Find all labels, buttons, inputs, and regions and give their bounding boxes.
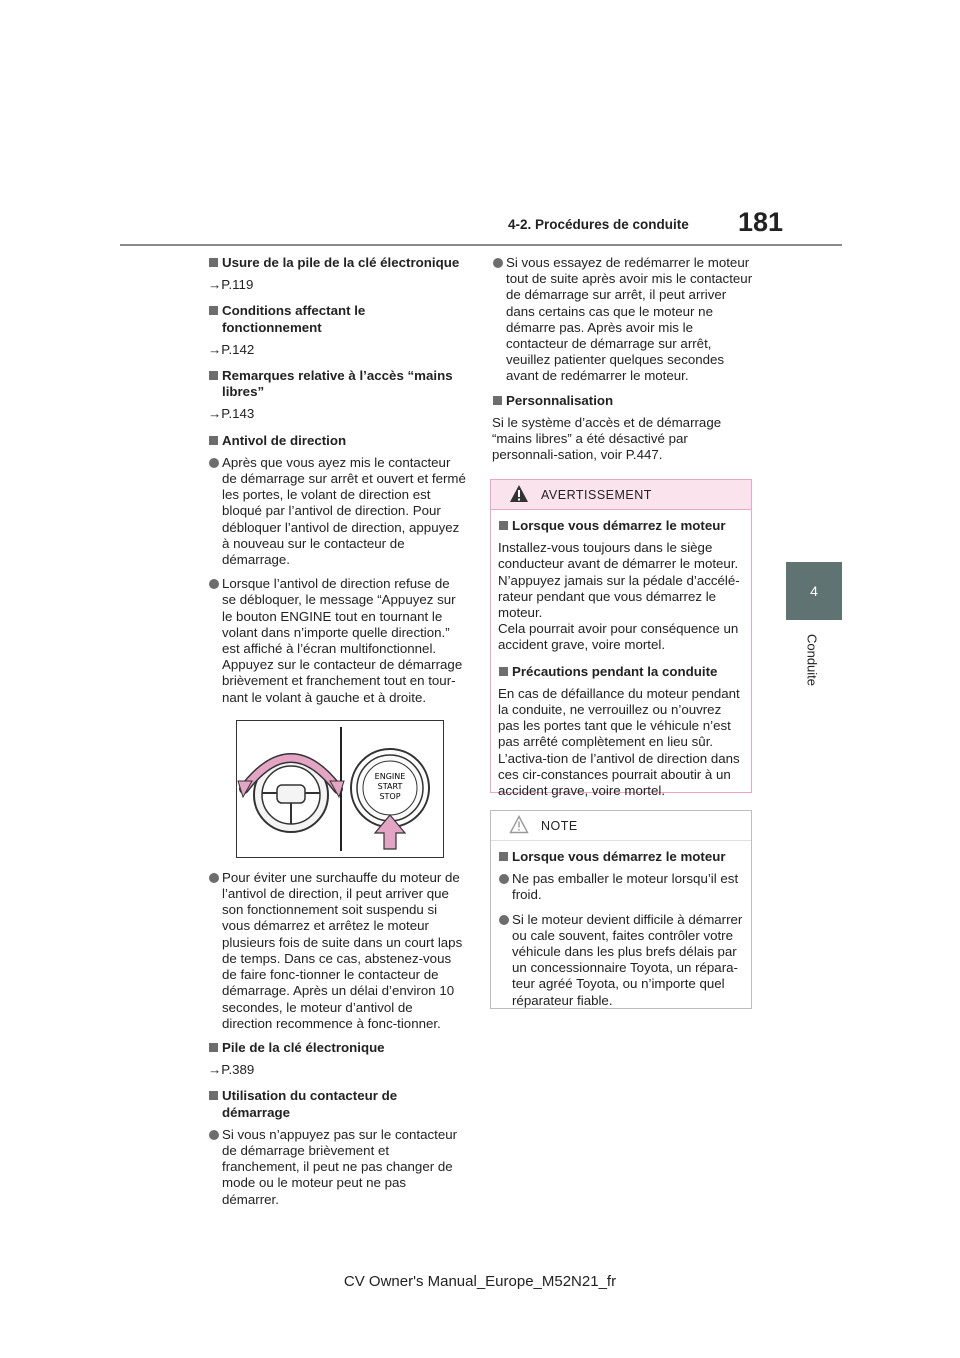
footer-manual-id: CV Owner's Manual_Europe_M52N21_fr: [343, 1273, 617, 1290]
warning-box-header: [491, 480, 751, 510]
heading-steering-lock: Antivol de direction: [208, 433, 466, 449]
warning-paragraph: En cas de défaillance du moteur pendant la conduite, ne verrouillez ou n’ouvrez pas les portes tant que le véhicule n’est pas arrêté complètement en lieu sûr. L’activa-tion de l’antivol de direction dans ces cir-constances pourrait aboutir à un accident grave, voire mortel.: [498, 685, 740, 799]
page-ref: →P.142: [208, 341, 255, 357]
heading-operating-conditions: Conditions affectant le fonctionnement: [208, 303, 466, 335]
warning-heading: Lorsque vous démarrez le moteur: [498, 518, 743, 534]
heading-start-switch-use: Utilisation du contacteur de démarrage: [208, 1088, 466, 1120]
warning-triangle-icon: [509, 484, 529, 504]
chapter-label: [800, 628, 824, 698]
page-ref: →P.143: [208, 406, 255, 422]
chapter-tab: 4: [786, 562, 842, 620]
note-box-header: [491, 811, 751, 841]
note-heading: Lorsque vous démarrez le moteur: [498, 849, 743, 865]
warning-box: [490, 479, 752, 799]
note-bullet: Ne pas emballer le moteur lorsqu’il est froid.: [498, 871, 743, 903]
note-box: [490, 810, 752, 1009]
bullet-item: Si vous n’appuyez pas sur le contacteur de démarrage brièvement et franchement, il peut ne pas changer de mode ou le moteur peut ne pas démarrer.: [208, 1127, 466, 1208]
page-ref: →P.119: [208, 277, 254, 293]
heading-key-battery: Pile de la clé électronique: [208, 1040, 466, 1056]
button-label: ENGINE: [374, 771, 406, 781]
section-title: 4-2. Procédures de conduite: [508, 217, 689, 232]
button-label: STOP: [379, 791, 401, 801]
header-rule: [120, 244, 842, 246]
warning-box-title: AVERTISSEMENT: [541, 488, 652, 502]
bullet-item: Après que vous ayez mis le contacteur de démarrage sur arrêt et ouvert et fermé les portes, le volant de direction est bloqué par l’antivol de direction. Pour débloquer l’antivol de direction, appuyez à nouveau sur le contacteur de démarrage.: [208, 455, 466, 568]
left-column: [208, 255, 466, 1216]
steering-illustration: [236, 720, 444, 858]
steering-and-button-drawing: [237, 721, 443, 857]
warning-paragraph: Installez-vous toujours dans le siège conducteur avant de démarrer le moteur. N’appuyez jamais sur la pédale d’accélé-rateur pendant que vous démarrez le moteur. Cela pourrait avoir pour conséquence un accident grave, voire mortel.: [498, 540, 740, 653]
page-number: 181: [738, 207, 784, 237]
paragraph: Si le système d’accès et de démarrage “mains libres” a été désactivé par personnali-sation, voir P.447.: [492, 414, 722, 463]
chapter-label-text: Conduite: [804, 633, 820, 687]
warning-heading: Précautions pendant la conduite: [498, 664, 743, 680]
note-bullet: Si le moteur devient difficile à démarrer ou cale souvent, faites contrôler votre véhicule dans les plus brefs délais par un concessionnaire Toyota, un répara-teur agréé Toyota, ou n’importe quel réparateur fiable.: [498, 912, 743, 1009]
heading-smart-entry-notes: Remarques relative à l’accès “mains libres”: [208, 368, 466, 400]
button-label: START: [377, 781, 403, 791]
note-box-title: NOTE: [541, 819, 578, 833]
bullet-item: Lorsque l’antivol de direction refuse de se débloquer, le message “Appuyez sur le bouton ENGINE tout en tournant le volant dans n’importe quelle direction.” est affiché à l’écran multifonctionnel. Appuyez sur le contacteur de démarrage brièvement et franchement tout en tour-nant le volant à gauche et à droite.: [208, 576, 466, 706]
bullet-item: Si vous essayez de redémarrer le moteur tout de suite après avoir mis le contacteur de démarrage sur arrêt, il peut arriver dans certains cas que le moteur ne démarre pas. Après avoir mis le contacteur de démarrage sur arrêt, veuillez patienter quelques secondes avant de redémarrer le moteur.: [492, 255, 754, 385]
heading-customization: Personnalisation: [492, 393, 754, 409]
page-ref: →P.389: [208, 1062, 255, 1078]
right-column: [492, 255, 754, 473]
bullet-item: Pour éviter une surchauffe du moteur de l’antivol de direction, il peut arriver que son fonctionnement soit suspendu si vous démarrez et arrêtez le moteur plusieurs fois de suite dans un court laps de temps. Dans ce cas, abstenez-vous de faire fonc-tionner le contacteur de démarrage. Après un délai d’environ 10 secondes, le moteur d’antivol de direction recommence à fonc-tionner.: [208, 870, 466, 1032]
heading-key-battery-wear: Usure de la pile de la clé électronique: [208, 255, 466, 271]
caution-triangle-icon: [509, 815, 529, 835]
